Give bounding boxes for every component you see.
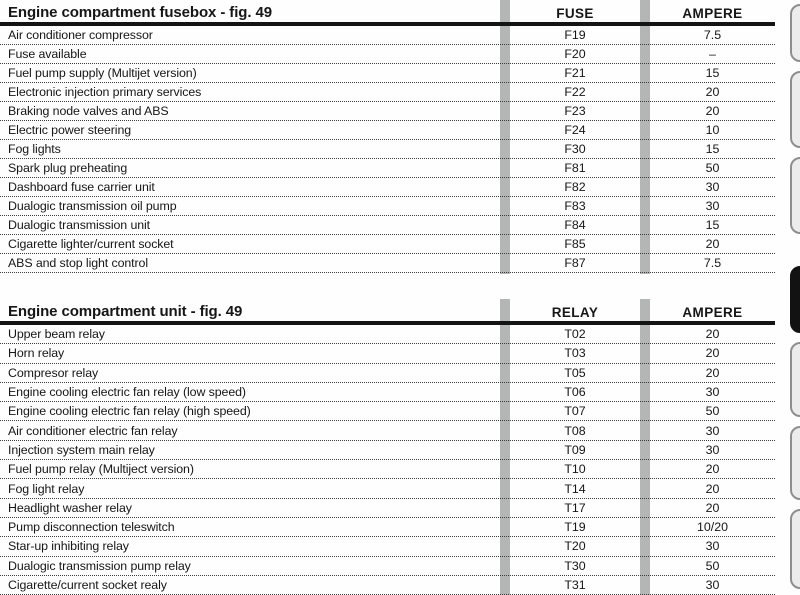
side-tab <box>790 426 800 500</box>
row-ampere: 50 <box>705 404 720 419</box>
row-description: Electronic injection primary services <box>8 85 202 99</box>
row-ampere: 20 <box>705 462 720 477</box>
row-description: Fuse available <box>8 47 87 61</box>
row-ampere: 20 <box>705 85 720 99</box>
row-ampere: 30 <box>705 385 720 400</box>
table-row <box>0 518 775 537</box>
row-description: Cigarette lighter/current socket <box>8 237 174 251</box>
row-description: Dualogic transmission pump relay <box>8 558 191 573</box>
row-code: F83 <box>564 199 586 213</box>
row-ampere: 30 <box>705 539 720 554</box>
row-code: T05 <box>564 365 586 380</box>
table-header <box>0 299 775 321</box>
row-ampere: 50 <box>705 558 720 573</box>
row-description: Electric power steering <box>8 123 132 137</box>
row-ampere: 30 <box>705 442 720 457</box>
row-description: Star-up inhibiting relay <box>8 539 129 554</box>
row-code: F23 <box>564 104 586 118</box>
row-code: T31 <box>564 578 586 592</box>
row-ampere: 20 <box>705 346 720 361</box>
row-ampere: 50 <box>705 161 720 175</box>
row-code: T03 <box>564 346 586 361</box>
relay-table <box>0 299 775 595</box>
table-row <box>0 64 775 83</box>
row-description: Braking node valves and ABS <box>8 104 169 118</box>
table-row <box>0 479 775 498</box>
row-ampere: 20 <box>705 327 720 342</box>
table-title: Engine compartment fusebox - fig. 49 <box>8 4 272 21</box>
side-tab <box>790 509 800 589</box>
row-description: Dashboard fuse carrier unit <box>8 180 155 194</box>
row-description: ABS and stop light control <box>8 256 148 270</box>
row-description: Air conditioner compressor <box>8 28 153 42</box>
row-description: Dualogic transmission unit <box>8 218 151 232</box>
table-row <box>0 26 775 45</box>
side-tab <box>790 342 800 417</box>
row-ampere: 30 <box>705 199 720 213</box>
table-row <box>0 216 775 235</box>
side-tab <box>790 71 800 148</box>
row-description: Pump disconnection teleswitch <box>8 520 175 535</box>
table-row <box>0 421 775 440</box>
row-code: T19 <box>564 520 586 535</box>
row-code: F30 <box>564 142 586 156</box>
table-row <box>0 325 775 344</box>
row-ampere: 7.5 <box>703 256 722 270</box>
row-ampere: 20 <box>705 365 720 380</box>
row-code: T09 <box>564 442 586 457</box>
row-ampere: 10 <box>705 123 720 137</box>
row-description: Upper beam relay <box>8 327 105 342</box>
row-code: T07 <box>564 404 586 419</box>
table-row <box>0 178 775 197</box>
row-code: F21 <box>564 66 586 80</box>
row-description: Headlight washer relay <box>8 500 132 515</box>
row-ampere: 15 <box>705 218 720 232</box>
table-row <box>0 344 775 363</box>
row-description: Compresor relay <box>8 365 99 380</box>
table-row <box>0 121 775 140</box>
table-row <box>0 45 775 64</box>
table-row <box>0 159 775 178</box>
row-code: F19 <box>564 28 586 42</box>
side-tab <box>790 4 800 62</box>
row-description: Spark plug preheating <box>8 161 128 175</box>
row-ampere: 20 <box>705 104 720 118</box>
row-code: F87 <box>564 256 586 270</box>
row-code: T06 <box>564 385 586 400</box>
fuse-column-header: FUSE <box>556 6 594 21</box>
row-code: F82 <box>564 180 586 194</box>
row-description: Dualogic transmission oil pump <box>8 199 177 213</box>
row-code: F24 <box>564 123 586 137</box>
row-code: T20 <box>564 539 586 554</box>
ampere-column-header: AMPERE <box>682 6 743 21</box>
table-header <box>0 0 775 22</box>
row-ampere: 20 <box>705 500 720 515</box>
table-row <box>0 102 775 121</box>
ampere-column-header: AMPERE <box>682 305 743 320</box>
table-row <box>0 402 775 421</box>
row-ampere: 20 <box>705 237 720 251</box>
table-row <box>0 83 775 102</box>
row-code: T30 <box>564 558 586 573</box>
row-code: T02 <box>564 327 586 342</box>
table-row <box>0 140 775 159</box>
table-row <box>0 576 775 595</box>
row-code: F20 <box>564 47 586 61</box>
row-ampere: 30 <box>705 578 720 592</box>
table-row <box>0 557 775 576</box>
section-index-tabs <box>786 0 800 595</box>
row-code: T10 <box>564 462 586 477</box>
table-row <box>0 460 775 479</box>
row-description: Fog lights <box>8 142 61 156</box>
row-code: T14 <box>564 481 586 496</box>
row-ampere: 15 <box>705 142 720 156</box>
table-row <box>0 441 775 460</box>
row-description: Fog light relay <box>8 481 85 496</box>
relay-column-header: RELAY <box>551 305 599 320</box>
row-ampere: 10/20 <box>696 520 728 535</box>
table-body <box>0 325 775 595</box>
row-description: Air conditioner electric fan relay <box>8 423 178 438</box>
row-description: Engine cooling electric fan relay (low speed) <box>8 385 246 400</box>
row-ampere: 7.5 <box>703 28 722 42</box>
table-row <box>0 537 775 556</box>
row-ampere: – <box>709 47 716 61</box>
table-row <box>0 364 775 383</box>
row-code: F22 <box>564 85 586 99</box>
row-description: Injection system main relay <box>8 442 155 457</box>
row-code: F84 <box>564 218 586 232</box>
row-ampere: 15 <box>705 66 720 80</box>
table-body <box>0 26 775 273</box>
table-row <box>0 499 775 518</box>
row-description: Horn relay <box>8 346 65 361</box>
row-code: T08 <box>564 423 586 438</box>
fusebox-table <box>0 0 775 274</box>
row-code: F81 <box>564 161 586 175</box>
row-description: Cigarette/current socket realy <box>8 578 167 592</box>
table-row <box>0 197 775 216</box>
side-tab <box>790 157 800 234</box>
row-description: Fuel pump relay (Multiject version) <box>8 462 194 477</box>
row-description: Fuel pump supply (Multijet version) <box>8 66 197 80</box>
table-row <box>0 383 775 402</box>
row-ampere: 20 <box>705 481 720 496</box>
row-description: Engine cooling electric fan relay (high speed) <box>8 404 251 419</box>
table-row <box>0 235 775 254</box>
row-ampere: 30 <box>705 423 720 438</box>
side-tab-active <box>790 266 800 333</box>
table-row <box>0 254 775 273</box>
table-title: Engine compartment unit - fig. 49 <box>8 303 243 320</box>
row-code: T17 <box>564 500 586 515</box>
row-code: F85 <box>564 237 586 251</box>
row-ampere: 30 <box>705 180 720 194</box>
